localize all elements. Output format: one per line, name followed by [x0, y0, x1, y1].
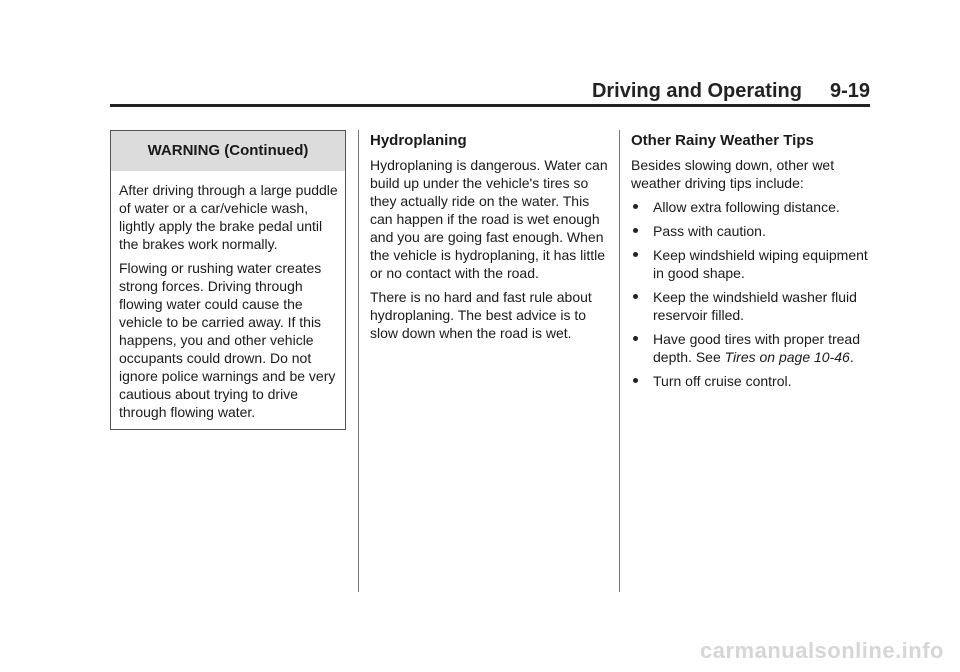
tires-reference-link[interactable]: Tires on page 10-46 [724, 349, 850, 365]
hydroplaning-heading: Hydroplaning [370, 132, 467, 149]
list-item [631, 372, 871, 390]
list-item-end: . [849, 349, 854, 365]
list-item [631, 222, 871, 240]
list-item [631, 288, 871, 324]
rainy-tips-list [631, 198, 871, 390]
hydroplaning-section [370, 132, 610, 348]
list-item [631, 330, 871, 366]
watermark: carmanualsonline.info [700, 638, 944, 663]
hydroplaning-paragraph: Hydroplaning is dangerous. Water can build up under the vehicle's tires so they actually ride on the water. This can happen if the road is wet enough and you are going fast enough. When the vehicle is hydroplaning, it has little or no contact with the road. [370, 157, 608, 281]
list-item-text: Keep windshield wiping equipment in good shape. [653, 247, 868, 281]
warning-paragraph: After driving through a large puddle of water or a car/vehicle wash, lightly apply the brake pedal until the brakes work normally. [119, 182, 338, 252]
list-item-text: Turn off cruise control. [653, 373, 792, 389]
list-item [631, 198, 871, 216]
column-divider [358, 130, 359, 592]
column-divider [619, 130, 620, 592]
list-item-text: Allow extra following distance. [653, 199, 840, 215]
bullet-icon [633, 294, 638, 299]
warning-box [110, 130, 346, 430]
rainy-tips-intro: Besides slowing down, other wet weather driving tips include: [631, 157, 835, 191]
bullet-icon [633, 228, 638, 233]
bullet-icon [633, 336, 638, 341]
warning-paragraph: Flowing or rushing water creates strong forces. Driving through flowing water could cause the vehicle to be carried away. If this happens, you and other vehicle occupants could drown. Do not ignore police warnings and be very cautious about trying to drive through flowing water. [119, 260, 336, 420]
warning-body [111, 171, 345, 421]
list-item [631, 246, 871, 282]
list-item-text: Have good tires with proper tread depth. See [653, 331, 860, 365]
bullet-icon [633, 252, 638, 257]
list-item-text: Pass with caution. [653, 223, 766, 239]
bullet-icon [633, 204, 638, 209]
header-rule [110, 104, 870, 107]
rainy-tips-section [631, 132, 871, 396]
page-header [110, 80, 870, 104]
bullet-icon [633, 378, 638, 383]
list-item-text: Keep the windshield washer fluid reservoir filled. [653, 289, 857, 323]
section-title: Driving and Operating [591, 80, 802, 102]
rainy-tips-heading: Other Rainy Weather Tips [631, 132, 814, 149]
page-number: 9-19 [829, 80, 870, 102]
hydroplaning-paragraph: There is no hard and fast rule about hydroplaning. The best advice is to slow down when the road is wet. [370, 289, 592, 341]
warning-title: WARNING (Continued) [111, 131, 345, 171]
